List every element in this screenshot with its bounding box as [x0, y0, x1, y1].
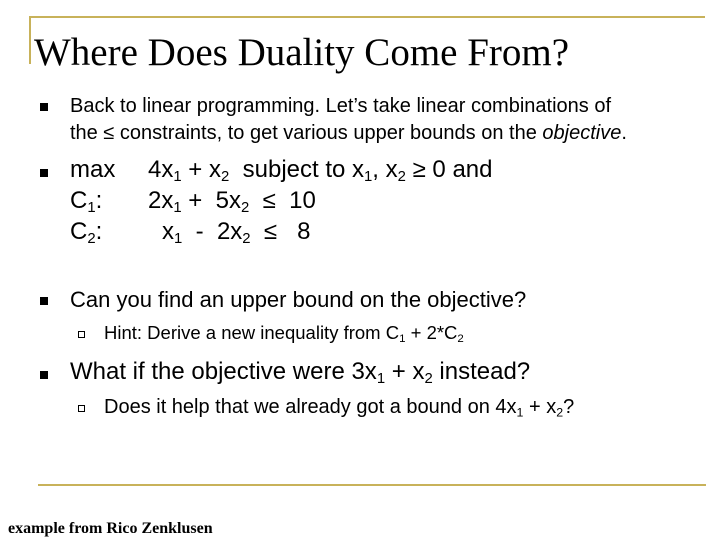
- hint-sub-2: 2: [457, 333, 464, 346]
- question-end: ?: [563, 396, 575, 418]
- bullet-marker: [40, 371, 48, 379]
- constraint-c1: [148, 187, 316, 215]
- c1-letter: C: [70, 187, 88, 214]
- c1-sub: 1: [87, 200, 96, 217]
- footer-credit: example from Rico Zenklusen: [8, 520, 213, 537]
- bullet-marker: [40, 169, 48, 177]
- c2-letter: C: [70, 218, 88, 245]
- footer-rule: [38, 484, 706, 486]
- hint-mid: + 2*C: [405, 322, 458, 343]
- hint-sub-1: 1: [399, 333, 406, 346]
- c2-rhs: ≤ 8: [250, 218, 311, 245]
- bullet-1-line-2: [70, 122, 627, 145]
- bullet-4-sub-1: 1: [376, 371, 386, 388]
- bullet-marker: [40, 297, 48, 305]
- bullet-1-line-2-end: .: [621, 122, 627, 144]
- obj-term-1: 4x: [148, 156, 174, 183]
- hint-start: Hint: Derive a new inequality from C: [104, 322, 400, 343]
- c1-rhs: ≤ 10: [249, 187, 316, 214]
- question-start: Does it help that we already got a bound on 4x: [104, 396, 517, 418]
- nonneg-sub-1: 1: [364, 169, 373, 186]
- lp-objective: [148, 156, 493, 184]
- c2-term-1-sub: 1: [174, 231, 183, 248]
- bullet-marker: [40, 103, 48, 111]
- lp-row-2-label: [70, 187, 102, 215]
- c1-term-1-sub: 1: [173, 200, 182, 217]
- bullet-4-end: instead?: [432, 358, 531, 385]
- title-rule-vertical: [29, 16, 31, 64]
- hint-text: [104, 322, 464, 344]
- bullet-4-mid: + x: [385, 358, 425, 385]
- constraint-text: subject to x: [229, 156, 365, 183]
- sub-bullet-marker: [78, 405, 85, 412]
- bullet-4-sub-2: 2: [424, 371, 433, 388]
- c1-term-2-sub: 2: [241, 200, 250, 217]
- nonneg-text: , x: [372, 156, 398, 183]
- bullet-1-line-2-start: the ≤ constraints, to get various upper bounds on the: [70, 122, 543, 144]
- sub-bullet-marker: [78, 331, 85, 338]
- title-rule-horizontal: [29, 16, 705, 18]
- question-sub-1: 1: [516, 405, 524, 420]
- c2-term-2-sub: 2: [242, 231, 251, 248]
- objective-emphasis: objective: [542, 122, 622, 144]
- obj-sub-1: 1: [173, 169, 182, 186]
- bullet-4-text: [70, 358, 530, 386]
- question-text: [104, 396, 574, 419]
- c1-term-1: 2x: [148, 187, 174, 214]
- obj-term-2: + x: [181, 156, 221, 183]
- lp-row-3-label: [70, 218, 102, 246]
- obj-sub-2: 2: [221, 169, 230, 186]
- c2-term-2: - 2x: [182, 218, 243, 245]
- c2-term-1: x: [162, 218, 174, 245]
- c2-colon: :: [95, 218, 103, 245]
- bullet-3-text: Can you find an upper bound on the objective?: [70, 287, 527, 312]
- constraint-c2: [162, 218, 310, 246]
- lp-row-1-label: max: [70, 156, 116, 183]
- question-sub-2: 2: [556, 405, 564, 420]
- nonneg-sub-2: 2: [397, 169, 406, 186]
- question-mid: + x: [523, 396, 557, 418]
- bullet-1-line-1: Back to linear programming. Let’s take linear combinations of: [70, 95, 612, 117]
- slide-title: Where Does Duality Come From?: [34, 31, 570, 74]
- c1-colon: :: [95, 187, 103, 214]
- c2-sub: 2: [87, 231, 96, 248]
- bullet-4-start: What if the objective were 3x: [70, 358, 377, 385]
- nonneg-end: ≥ 0 and: [405, 156, 493, 183]
- c1-term-2: + 5x: [181, 187, 242, 214]
